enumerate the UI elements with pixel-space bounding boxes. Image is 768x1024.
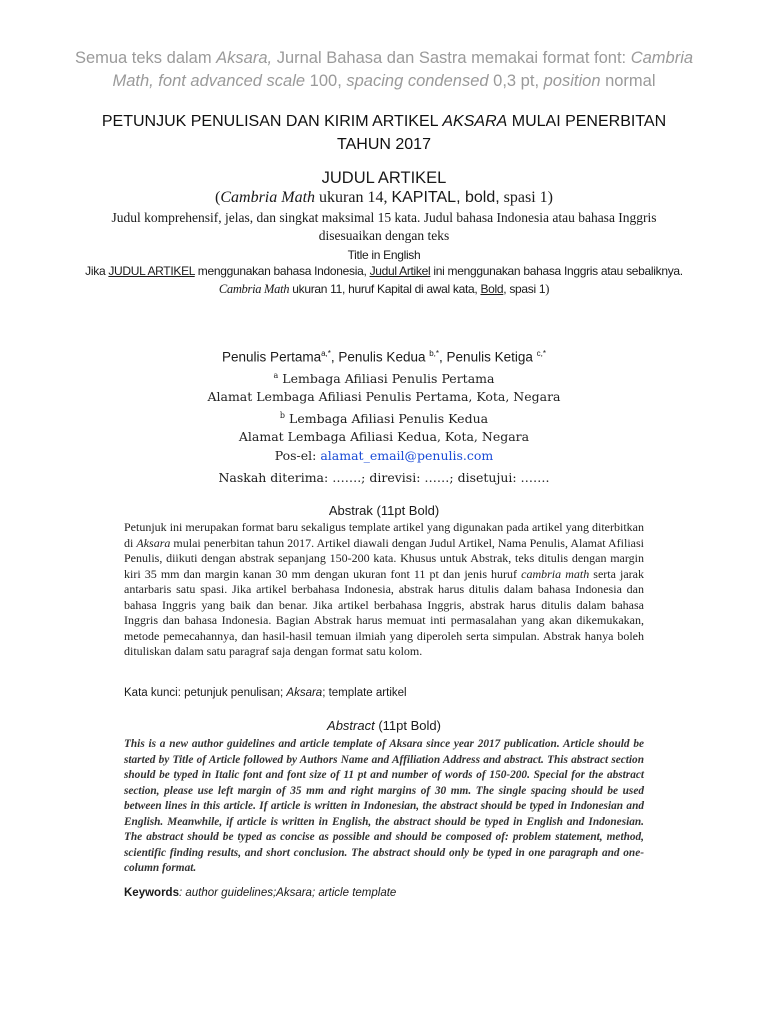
affiliation-b: $^b$ Lembaga Afiliasi Penulis Kedua — [279, 410, 489, 426]
document-title: PETUNJUK PENULISAN DAN KIRIM ARTIKEL AKSARA MULAI PENERBITAN TAHUN 2017 — [101, 113, 667, 153]
title-english-rule: Jika JUDUL ARTIKEL menggunakan bahasa Indonesia, Judul Artikel ini menggunakan bahasa Inggris atau sebaliknya. — [85, 264, 683, 278]
header-format-note: Semua teks dalam Aksara, Jurnal Bahasa dan Sastra memakai format font: Cambria Math, font advanced scale 100, spacing condensed 0,3 pt, position normal — [74, 49, 694, 90]
title-english-heading: Title in English — [347, 248, 421, 262]
affiliation-a-address: Alamat Lembaga Afiliasi Penulis Pertama, Kota, Negara — [207, 389, 561, 405]
authors-block — [120, 345, 648, 465]
article-title-description: Judul komprehensif, jelas, dan singkat maksimal 15 kata. Judul bahasa Indonesia atau bahasa Inggris disesuaikan dengan teks — [111, 210, 657, 243]
affiliation-b-address: Alamat Lembaga Afiliasi Kedua, Kota, Negara — [238, 429, 530, 445]
keywords: Keywords: author guidelines;Aksara; article template — [124, 887, 397, 899]
author-names: Penulis Pertama$^{a,*}$, Penulis Kedua $^{b,*}$, Penulis Ketiga $^{c,*}$ — [222, 349, 546, 365]
email-line: Pos-el: alamat_email@penulis.com — [274, 447, 494, 463]
received-dates: Naskah diterima: …….; direvisi: ……; disetujui: ……. — [218, 470, 550, 485]
abstract-body: This is a new author guidelines and article template of Aksara since year 2017 publication. Article should be started by Title of Article followed by Authors Name and Affiliation Address and abstract. This abstract section should be typed in Italic font and font size of 11 pt and number of words of 150-200. Special for the abstract section, please use left margin of 35 mm and right margins of 30 mm. The single spacing should be used between lines in this article. If article is written in Indonesian, the abstract should be typed in Indonesian and English. Meanwhile, if article is written in English, the abstract should be typed in English and Indonesian. The abstract should be typed as concise as possible and should be composed of: problem statement, method, scientific finding results, and short conclusion. The abstract should only be typed in one paragraph and one-column format. — [124, 738, 644, 874]
affiliation-a: $^a$ Lembaga Afiliasi Penulis Pertama — [273, 370, 495, 386]
abstrak-body: Petunjuk ini merupakan format baru sekaligus template artikel yang digunakan pada artikel yang diterbitkan di Aksara mulai penerbitan tahun 2017. Artikel diawali dengan Judul Artikel, Nama Penulis, Alamat Afiliasi Penulis, diikuti dengan abstrak sepanjang 150-200 kata. Khusus untuk Abstrak, teks ditulis dengan margin kiri 35 mm dan margin kanan 30 mm dengan ukuran font 11 pt dan jenis huruf cambria math serta jarak antarbaris satu spasi. Jika artikel berbahasa Indonesia, abstrak harus ditulis dalam bahasa Indonesia dan bahasa Inggris yang baik dan benar. Jika artikel berbahasa Inggris, abstrak harus ditulis dalam bahasa Inggris dan bahasa Indonesia. Bagian Abstrak harus memuat inti permasalahan yang akan dikemukakan, metode pemecahannya, dan hasil-hasil temuan ilmiah yang diperoleh serta simpulan. Abstrak hanya boleh dituliskan dalam satu paragraf saja dengan format satu kolom. — [124, 520, 644, 658]
email-link[interactable]: alamat_email@penulis.com — [320, 447, 494, 463]
abstrak-heading: Abstrak (11pt Bold) — [328, 503, 440, 518]
title-english-block — [70, 247, 698, 297]
kata-kunci: Kata kunci: petunjuk penulisan; Aksara; template artikel — [124, 687, 407, 699]
article-title-heading: JUDUL ARTIKEL — [321, 169, 447, 187]
abstract-heading: Abstract (11pt Bold) — [327, 718, 441, 733]
article-title-spec: (Cambria Math ukuran 14, KAPITAL, bold, spasi 1) — [215, 189, 553, 206]
title-english-spec: Cambria Math ukuran 11, huruf Kapital di awal kata, Bold, spasi 1) — [218, 282, 550, 296]
article-title-block — [80, 168, 688, 245]
